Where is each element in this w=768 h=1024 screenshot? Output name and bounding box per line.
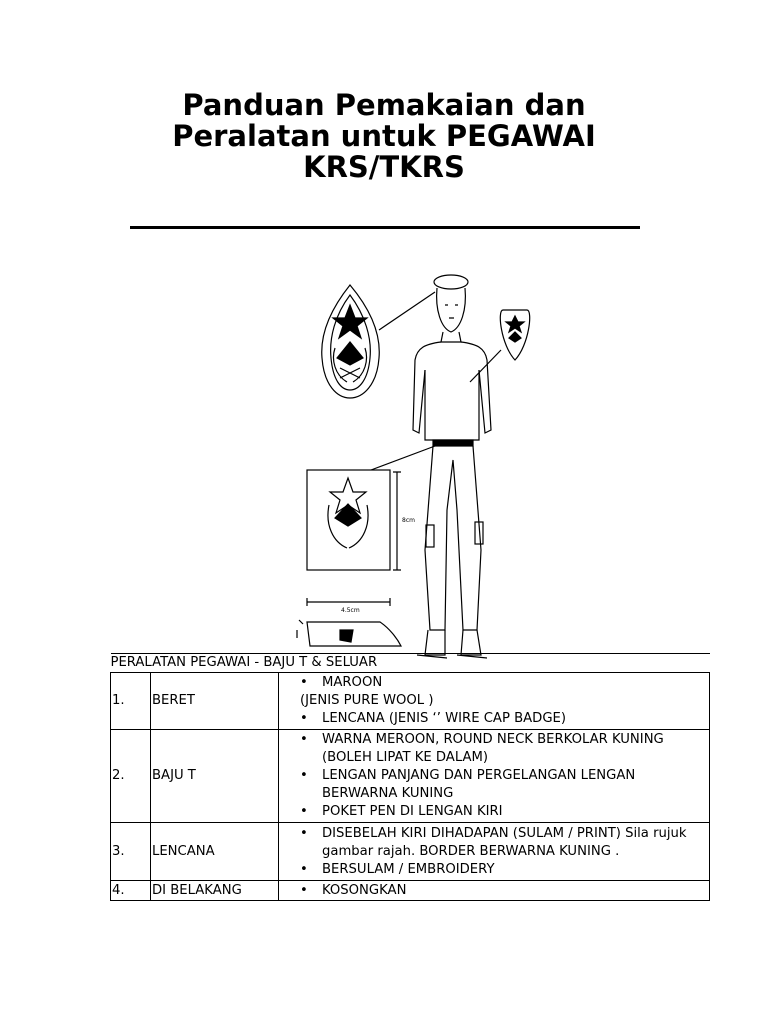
desc-line: • KOSONGKAN xyxy=(300,882,709,900)
beret-flash-drawing xyxy=(297,620,401,646)
table-row xyxy=(111,881,710,901)
row-item: LENCANA xyxy=(151,823,279,881)
beret-badge-drawing xyxy=(322,285,380,398)
row-number: 4. xyxy=(111,881,151,901)
title-line-2: Peralatan untuk PEGAWAI xyxy=(172,119,596,153)
desc-line: • DISEBELAH KIRI DIHADAPAN (SULAM / PRINT) Sila rujuk gambar rajah. BORDER BERWARNA KUNING . xyxy=(300,825,709,861)
title-line-3: KRS/TKRS xyxy=(303,150,465,184)
row-item: BAJU T xyxy=(151,730,279,823)
row-description xyxy=(279,673,710,730)
width-dimension-label: 4.5cm xyxy=(341,607,360,614)
figure-drawing xyxy=(413,275,491,658)
uniform-illustration xyxy=(285,250,550,670)
desc-line: • MAROON xyxy=(300,674,709,692)
row-number: 2. xyxy=(111,730,151,823)
row-description xyxy=(279,881,710,901)
equipment-table xyxy=(110,653,710,901)
row-number: 3. xyxy=(111,823,151,881)
desc-line: • WARNA MEROON, ROUND NECK BERKOLAR KUNING (BOLEH LIPAT KE DALAM) xyxy=(300,731,709,767)
row-description xyxy=(279,823,710,881)
title-line-1: Panduan Pemakaian dan xyxy=(182,88,586,122)
table-header: PERALATAN PEGAWAI - BAJU T & SELUAR xyxy=(111,654,710,673)
height-dimension-label: 8cm xyxy=(402,517,415,524)
table-row xyxy=(111,823,710,881)
table-row xyxy=(111,730,710,823)
row-description xyxy=(279,730,710,823)
row-number: 1. xyxy=(111,673,151,730)
document-title xyxy=(0,90,768,183)
sleeve-badge-drawing xyxy=(500,310,529,360)
chest-badge-drawing xyxy=(307,470,401,606)
table-row xyxy=(111,673,710,730)
desc-line: (JENIS PURE WOOL ) xyxy=(300,693,434,708)
row-item: BERET xyxy=(151,673,279,730)
desc-line: • LENCANA (JENIS ‘’ WIRE CAP BADGE) xyxy=(300,710,709,728)
desc-line: • BERSULAM / EMBROIDERY xyxy=(300,861,709,879)
desc-line: • LENGAN PANJANG DAN PERGELANGAN LENGAN BERWARNA KUNING xyxy=(300,767,709,803)
title-underline xyxy=(130,226,640,229)
desc-line: • POKET PEN DI LENGAN KIRI xyxy=(300,803,709,821)
row-item: DI BELAKANG xyxy=(151,881,279,901)
